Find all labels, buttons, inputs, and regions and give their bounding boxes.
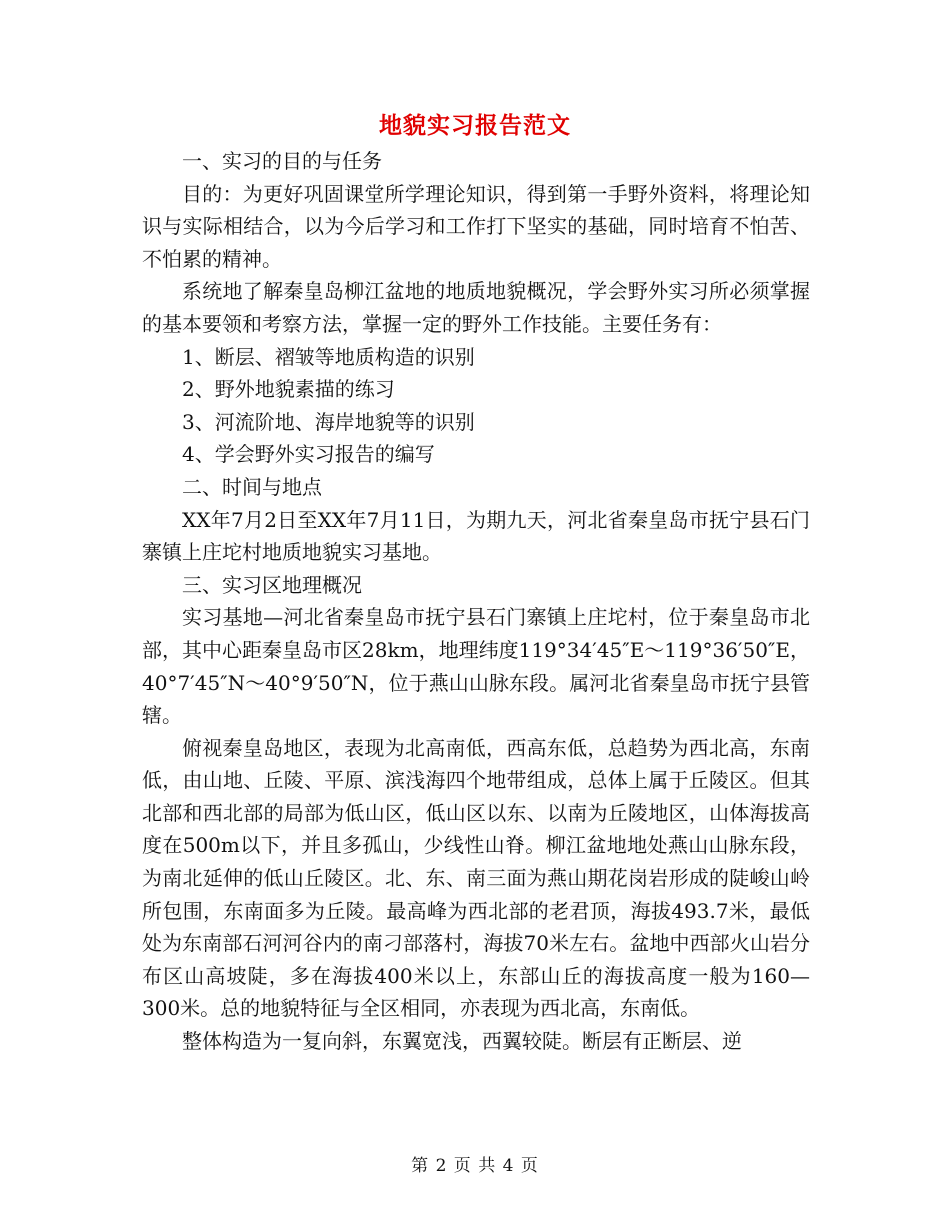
document-title: 地貌实习报告范文: [379, 112, 571, 139]
paragraph: XX年7月2日至XX年7月11日，为期九天，河北省秦皇岛市抚宁县石门寨镇上庄坨村地质地貌实习基地。: [142, 507, 810, 565]
section-heading: 二、时间与地点: [182, 474, 322, 499]
section-heading: 一、实习的目的与任务: [182, 149, 382, 173]
paragraph: 实习基地—河北省秦皇岛市抚宁县石门寨镇上庄坨村，位于秦皇岛市北部，其中心距秦皇岛市区28km，地理纬度119°34′45″E～119°36′50″E， 40°7′45″N～40°9′50″N，位于燕山山脉东段。属河北省秦皇岛市抚宁县管辖。: [142, 605, 810, 728]
document-body: [142, 145, 810, 1058]
page-footer: 第 2 页 共 4 页: [411, 1156, 539, 1176]
section-heading: 三、实习区地理概况: [182, 572, 362, 597]
list-item: 3、河流阶地、海岸地貌等的识别: [182, 409, 475, 434]
paragraph: 俯视秦皇岛地区，表现为北高南低，西高东低，总趋势为西北高，东南低，由山地、丘陵、平原、滨浅海四个地带组成，总体上属于丘陵区。但其北部和西北部的局部为低山区，低山区以东、以南为丘陵地区，山体海拔高度在500m以下，并且多孤山，少线性山脊。柳江盆地地处燕山山脉东段，为南北延伸的低山丘陵区。北、东、南三面为燕山期花岗岩形成的陡峻山岭所包围，东南面多为丘陵。最高峰为西北部的老君顶，海拔493.7米，最低处为东南部石河河谷内的南刁部落村，海拔70米左右。盆地中西部火山岩分布区山高坡陡，多在海拔400米以上，东部山丘的海拔高度一般为160—300米。总的地貌特征与全区相同，亦表现为西北高，东南低。: [142, 735, 810, 1021]
paragraph: 目的：为更好巩固课堂所学理论知识，得到第一手野外资料，将理论知识与实际相结合，以为今后学习和工作打下坚实的基础，同时培育不怕苦、不怕累的精神。: [142, 181, 810, 271]
list-item: 4、学会野外实习报告的编写: [182, 442, 435, 467]
list-item: 2、野外地貌素描的练习: [182, 377, 395, 402]
paragraph: 系统地了解秦皇岛柳江盆地的地质地貌概况，学会野外实习所必须掌握的基本要领和考察方法，掌握一定的野外工作技能。主要任务有：: [142, 279, 810, 336]
list-item: 1、断层、褶皱等地质构造的识别: [182, 344, 475, 369]
paragraph: 整体构造为一复向斜，东翼宽浅，西翼较陡。断层有正断层、逆: [182, 1029, 742, 1054]
